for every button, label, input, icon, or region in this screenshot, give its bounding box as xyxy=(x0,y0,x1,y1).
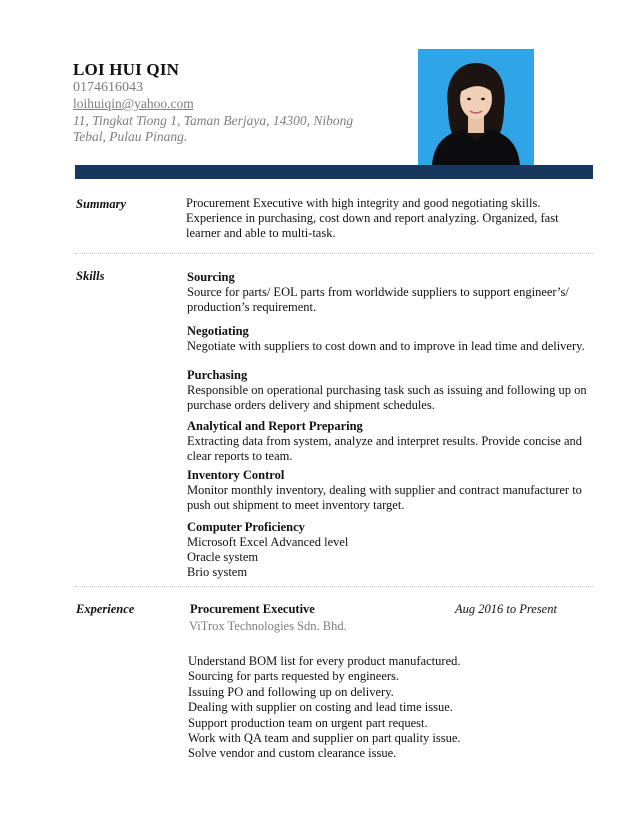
section-divider xyxy=(75,586,593,587)
skill-negotiating xyxy=(187,324,597,354)
skill-title: Sourcing xyxy=(187,270,235,284)
duty-item: Work with QA team and supplier on part quality issue. xyxy=(188,731,461,746)
company-name: ViTrox Technologies Sdn. Bhd. xyxy=(189,619,347,633)
job-duties xyxy=(188,654,588,762)
skill-title: Negotiating xyxy=(187,324,249,338)
skill-title: Purchasing xyxy=(187,368,248,382)
experience-label: Experience xyxy=(76,602,135,616)
skill-purchasing xyxy=(187,368,597,413)
duty-item: Support production team on urgent part request. xyxy=(188,715,428,730)
duty-item: Issuing PO and following up on delivery. xyxy=(188,684,394,699)
skill-analytical xyxy=(187,419,597,464)
skill-line: Oracle system xyxy=(187,550,259,564)
skill-description: Monitor monthly inventory, dealing with supplier and contract manufacturer to push out shipment to meet inventory target. xyxy=(187,483,582,512)
skill-line: Microsoft Excel Advanced level xyxy=(187,535,349,549)
skill-inventory xyxy=(187,468,597,513)
address: 11, Tingkat Tiong 1, Taman Berjaya, 14300, Nibong Tebal, Pulau Pinang. xyxy=(73,113,354,144)
skill-sourcing xyxy=(187,270,597,315)
candidate-name: LOI HUI QIN xyxy=(73,60,180,79)
skill-title: Analytical and Report Preparing xyxy=(187,419,363,433)
skill-description: Negotiate with suppliers to cost down and to improve in lead time and delivery. xyxy=(187,339,585,353)
skill-title: Computer Proficiency xyxy=(187,520,305,534)
skill-description: Source for parts/ EOL parts from worldwide suppliers to support engineer’s/ production’s requirement. xyxy=(187,285,569,314)
summary-text: Procurement Executive with high integrity and good negotiating skills. Experience in purchasing, cost down and report analyzing. Organized, fast learner and able to multi-task. xyxy=(186,196,559,240)
duty-item: Sourcing for parts requested by engineers. xyxy=(188,669,400,684)
duty-item: Understand BOM list for every product manufactured. xyxy=(188,654,461,668)
skill-line: Brio system xyxy=(187,565,248,579)
skill-description: Responsible on operational purchasing task such as issuing and following up on purchase orders delivery and shipment schedules. xyxy=(187,383,587,412)
profile-photo xyxy=(418,49,534,165)
skills-label: Skills xyxy=(76,269,105,283)
email-link[interactable]: loihuiqin@yahoo.com xyxy=(73,96,194,111)
summary-label: Summary xyxy=(76,197,127,211)
skill-title: Inventory Control xyxy=(187,468,285,482)
job-date: Aug 2016 to Present xyxy=(455,602,557,616)
job-title: Procurement Executive xyxy=(190,602,315,616)
section-divider xyxy=(75,253,593,254)
portrait-image xyxy=(418,49,534,165)
phone-number: 0174616043 xyxy=(73,80,143,95)
duty-item: Solve vendor and custom clearance issue. xyxy=(188,746,397,761)
header-divider-bar xyxy=(75,165,593,179)
skill-computer xyxy=(187,520,597,580)
duty-item: Dealing with supplier on costing and lead time issue. xyxy=(188,700,453,715)
skill-description: Extracting data from system, analyze and interpret results. Provide concise and clear reports to team. xyxy=(187,434,583,463)
